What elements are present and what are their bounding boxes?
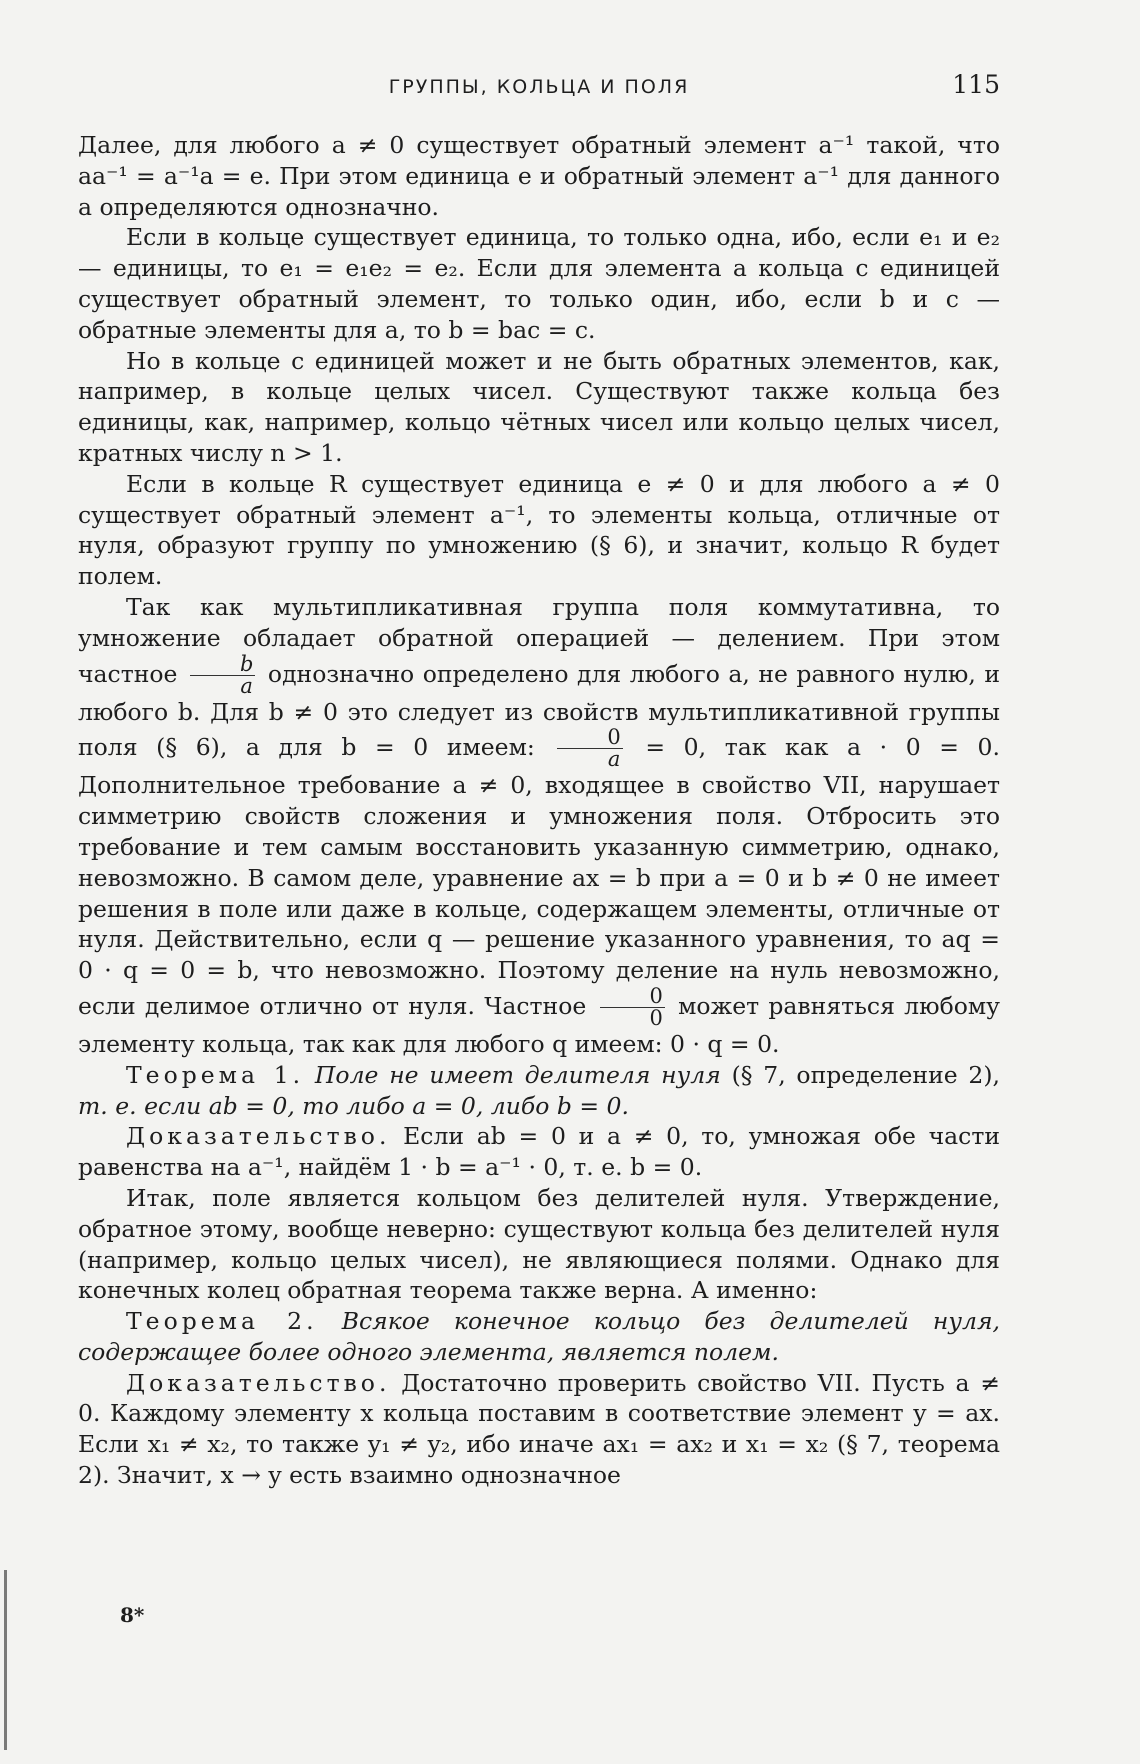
scan-edge-mark	[4, 1570, 7, 1750]
fraction-denominator: a	[240, 673, 253, 698]
proof-1-label: Доказательство.	[126, 1122, 391, 1151]
paragraph-5-part-a: Так как мультипликативная группа поля коммутативна, то умножение обладает обратной операцией — делением. При этом частное	[78, 592, 1000, 688]
printer-signature: 8*	[120, 1603, 145, 1627]
fraction-denominator: a	[607, 747, 621, 772]
paragraph-5	[78, 592, 1000, 1060]
paragraph-5-part-b: однозначно определено для любого a, не равного нулю, и любого b. Для b ≠ 0 это следует из свойств мультипликативной группы поля (§ 6), а для b = 0 имеем:	[78, 659, 1000, 762]
body-text	[78, 130, 1000, 1491]
proof-1-body: Если ab = 0 и a ≠ 0, то, умножая обе части равенства на a⁻¹, найдём 1 · b = a⁻¹ · 0, т. е. b = 0.	[78, 1122, 1000, 1182]
theorem-2	[78, 1306, 1000, 1368]
paragraph-1: Далее, для любого a ≠ 0 существует обратный элемент a⁻¹ такой, что aa⁻¹ = a⁻¹a = e. При этом единица e и обратный элемент a⁻¹ для данного a определяются однозначно.	[78, 131, 1000, 221]
theorem-2-label: Теорема 2.	[126, 1307, 318, 1336]
paragraph-4: Если в кольце R существует единица e ≠ 0 и для любого a ≠ 0 существует обратный элемент a⁻¹, то элементы кольца, отличные от нуля, образуют группу по умножению (§ 6), и значит, кольцо R будет полем.	[78, 469, 1000, 591]
proof-2	[78, 1368, 1000, 1491]
paragraph-2: Если в кольце существует единица, то только одна, ибо, если e₁ и e₂ — единицы, то e₁ = e₁e₂ = e₂. Если для элемента a кольца с единицей существует обратный элемент, то только один, ибо, если b и c — обратные элементы для a, то b = bac = c.	[78, 223, 1000, 344]
theorem-1	[78, 1060, 1000, 1122]
fraction-numerator: 0	[600, 986, 665, 1008]
running-title: ГРУППЫ, КОЛЬЦА И ПОЛЯ	[388, 76, 690, 98]
page-header	[78, 70, 1000, 110]
page-number: 115	[952, 70, 1000, 99]
paragraph-3: Но в кольце с единицей может и не быть обратных элементов, как, например, в кольце целых чисел. Существуют также кольца без единицы, как, например, кольцо чётных чисел или кольцо целых чисел, кратных числу n > 1.	[78, 346, 1000, 467]
paragraph-5-part-d: может равняться любому элементу кольца, так как для любого q имеем: 0 · q = 0.	[78, 991, 1000, 1058]
theorem-1-statement: Поле не имеет делителя нуля	[314, 1060, 721, 1089]
theorem-2-statement: Всякое конечное кольцо без делителей нуля, содержащее более одного элемента, является полем.	[78, 1307, 1000, 1366]
proof-2-label: Доказательство.	[126, 1368, 391, 1397]
paragraph-5-part-c: = 0, так как a · 0 = 0. Дополнительное требование a ≠ 0, входящее в свойство VII, нарушает симметрию свойств сложения и умножения поля. Отбросить это требование и тем самым восстановить указанную симметрию, однако, невозможно. В самом деле, уравнение ax = b при a = 0 и b ≠ 0 не имеет решения в поле или даже в кольце, содержащем элементы, отличные от нуля. Действительно, если q — решение указанного уравнения, то aq = 0 · q = 0 = b, что невозможно. Поэтому деление на нуль невозможно, если делимое отлично от нуля. Частное	[78, 733, 1000, 1020]
fraction-denominator: 0	[649, 1005, 663, 1030]
proof-1	[78, 1121, 1000, 1183]
theorem-1-tail: т. е. если ab = 0, то либо a = 0, либо b = 0.	[78, 1091, 629, 1120]
proof-2-body: Достаточно проверить свойство VII. Пусть a ≠ 0. Каждому элементу x кольца поставим в соответствие элемент y = ax. Если x₁ ≠ x₂, то также y₁ ≠ y₂, ибо иначе ax₁ = ax₂ и x₁ = x₂ (§ 7, теорема 2). Значит, x → y есть взаимно однозначное	[78, 1368, 1000, 1490]
fraction-numerator: 0	[557, 727, 622, 749]
fraction-b-over-a	[190, 651, 255, 698]
theorem-1-label: Теорема 1.	[126, 1060, 305, 1089]
fraction-0-over-a	[557, 727, 622, 770]
fraction-numerator: b	[190, 654, 255, 676]
theorem-1-reference: (§ 7, определение 2),	[731, 1060, 1000, 1089]
fraction-0-over-0	[600, 983, 665, 1030]
paragraph-6: Итак, поле является кольцом без делителей нуля. Утверждение, обратное этому, вообще неверно: существуют кольца без делителей нуля (например, кольцо целых чисел), не являющиеся полями. Однако для конечных колец обратная теорема также верна. А именно:	[78, 1183, 1000, 1305]
